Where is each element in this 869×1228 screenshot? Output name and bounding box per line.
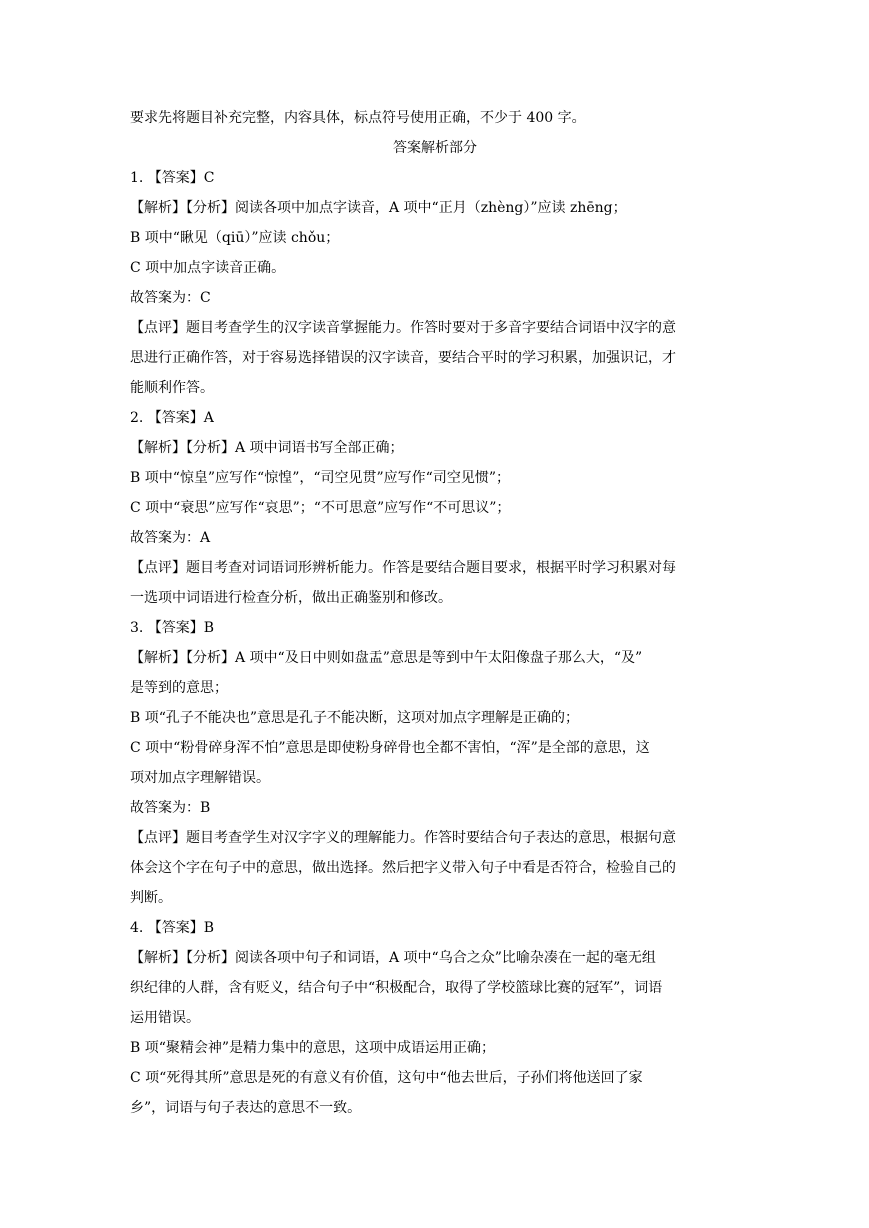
text-line: 【解析】【分析】A 项中“及日中则如盘盂”意思是等到中午太阳像盘子那么大，“及” (130, 650, 643, 666)
text-line: 【解析】【分析】阅读各项中加点字读音，A 项中“正月（zhèng）”应读 zhēng； (130, 200, 627, 216)
text-line: 体会这个字在句子中的意思，做出选择。然后把字义带入句子中看是否符合，检验自己的 (130, 860, 676, 876)
text-line: 【点评】题目考查对词语词形辨析能力。作答是要结合题目要求，根据平时学习积累对每 (130, 560, 676, 576)
text-line: B 项中“瞅见（qiū）”应读 chǒu； (130, 230, 340, 246)
text-line: 【解析】【分析】A 项中词语书写全部正确； (130, 440, 404, 456)
text-line: 是等到的意思； (130, 680, 228, 696)
text-line: 【点评】题目考查学生对汉字字义的理解能力。作答时要结合句子表达的意思，根据句意 (130, 830, 676, 846)
section-title: 答案解析部分 (393, 140, 477, 156)
text-line: 乡”，词语与句子表达的意思不一致。 (130, 1100, 362, 1116)
text-line: 2. 【答案】A (130, 410, 214, 426)
text-line: 故答案为：B (130, 800, 211, 816)
text-line: 故答案为：A (130, 530, 211, 546)
text-line: 一选项中词语进行检查分析，做出正确鉴别和修改。 (130, 590, 452, 606)
text-line: 项对加点字理解错误。 (130, 770, 270, 786)
text-line: 【点评】题目考查学生的汉字读音掌握能力。作答时要对于多音字要结合词语中汉字的意 (130, 320, 676, 336)
text-line: B 项中“惊皇”应写作“惊惶”，“司空见贯”应写作“司空见惯”； (130, 470, 510, 486)
intro-line: 要求先将题目补充完整，内容具体，标点符号使用正确，不少于 400 字。 (130, 110, 586, 126)
text-line: C 项“死得其所”意思是死的有意义有价值，这句中“他去世后，子孙们将他送回了家 (130, 1070, 643, 1086)
text-line: C 项中“衰思”应写作“哀思”；“不可思意”应写作“不可思议”； (130, 500, 511, 516)
text-line: 3. 【答案】B (130, 620, 215, 636)
text-line: 1. 【答案】C (130, 170, 215, 186)
text-line: B 项“孔子不能决也”意思是孔子不能决断，这项对加点字理解是正确的； (130, 710, 580, 726)
answer-lines (130, 163, 742, 1123)
text-line: B 项“聚精会神”是精力集中的意思，这项中成语运用正确； (130, 1040, 496, 1056)
text-line: 思进行正确作答，对于容易选择错误的汉字读音，要结合平时的学习积累，加强识记，才 (130, 350, 676, 366)
text-line: 运用错误。 (130, 1010, 200, 1026)
text-line: 【解析】【分析】阅读各项中句子和词语，A 项中“乌合之众”比喻杂凑在一起的毫无组 (130, 950, 656, 966)
text-line: 能顺利作答。 (130, 380, 214, 396)
text-line: 织纪律的人群，含有贬义，结合句子中“积极配合，取得了学校篮球比赛的冠军”，词语 (130, 980, 663, 996)
text-line: 判断。 (130, 890, 172, 906)
text-line: C 项中加点字读音正确。 (130, 260, 286, 276)
text-line: 故答案为：C (130, 290, 211, 306)
text-line: 4. 【答案】B (130, 920, 215, 936)
document-body (130, 103, 742, 1123)
text-line: C 项中“粉骨碎身浑不怕”意思是即使粉身碎骨也全都不害怕，“浑”是全部的意思，这 (130, 740, 650, 756)
